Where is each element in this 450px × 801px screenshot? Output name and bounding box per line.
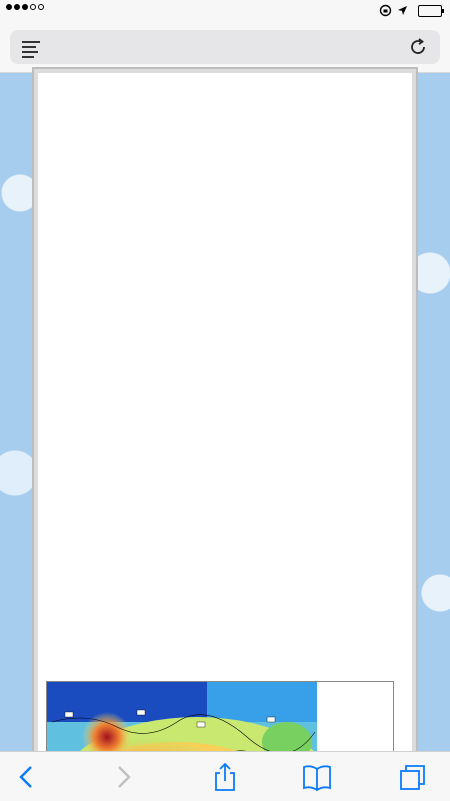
location-icon	[397, 5, 408, 16]
reader-view-icon[interactable]	[22, 41, 40, 61]
cape-map-image	[47, 682, 393, 751]
tabs-icon[interactable]	[398, 762, 428, 792]
article-page	[38, 73, 412, 751]
cape-map[interactable]	[46, 681, 394, 751]
reload-icon[interactable]	[408, 37, 428, 57]
url-field[interactable]	[10, 30, 440, 64]
back-icon[interactable]	[12, 762, 42, 792]
signal-icon	[6, 4, 44, 10]
browser-toolbar	[0, 751, 450, 801]
share-icon[interactable]	[210, 762, 240, 792]
address-bar	[0, 24, 450, 73]
bookmarks-icon[interactable]	[302, 762, 332, 792]
battery-icon	[418, 5, 442, 17]
forward-icon[interactable]	[108, 762, 138, 792]
status-bar	[0, 0, 450, 24]
rotation-lock-icon	[379, 4, 392, 17]
